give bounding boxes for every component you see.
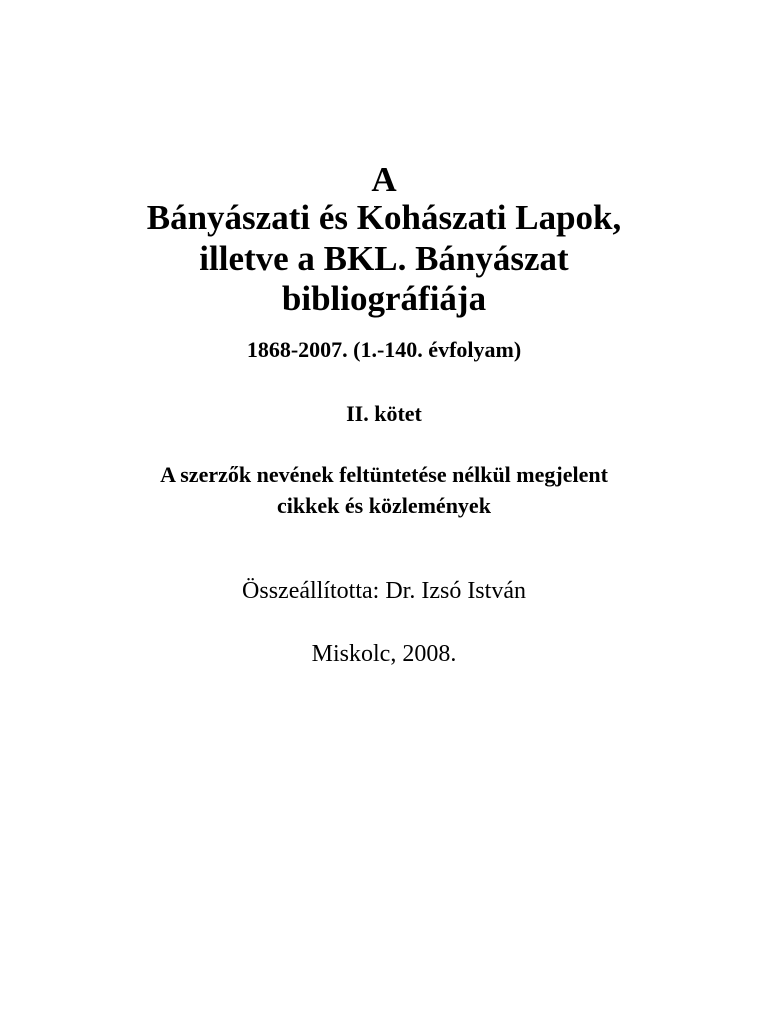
subtitle-line-2: cikkek és közlemények: [277, 493, 491, 518]
title-line-3: illetve a BKL. Bányászat: [199, 239, 569, 278]
subtitle-line-1: A szerzők nevének feltüntetése nélkül megjelent: [160, 462, 608, 487]
years-range: 1868-2007. (1.-140. évfolyam): [246, 337, 522, 362]
volume-label: II. kötet: [346, 401, 422, 426]
place-date: Miskolc, 2008.: [311, 641, 457, 667]
title-line-2: Bányászati és Kohászati Lapok,: [146, 198, 622, 237]
compiler-credit: Összeállította: Dr. Izsó István: [242, 578, 526, 604]
title-line-1: A: [371, 160, 397, 199]
title-line-4: bibliográfiája: [281, 279, 487, 318]
